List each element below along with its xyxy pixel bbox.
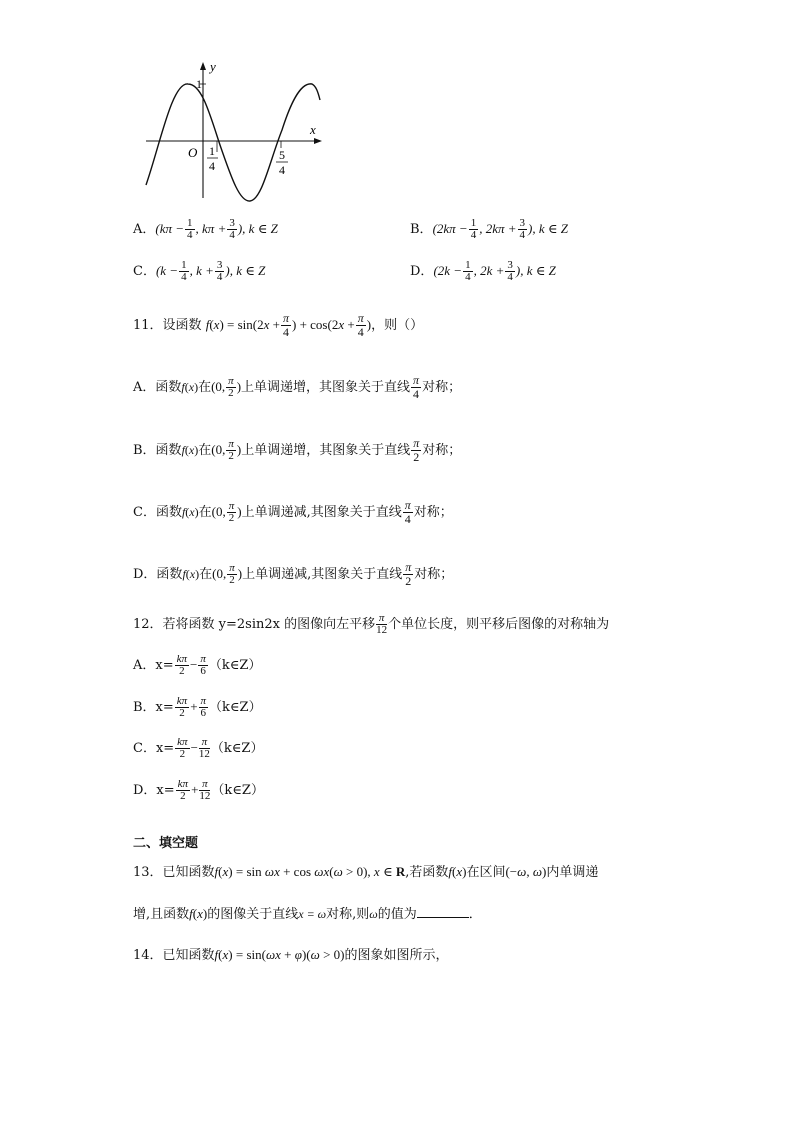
option-label: B． [410,222,433,237]
origin-label: O [188,145,198,160]
y-one-label: 1 [196,77,202,91]
tick-fivequarter-den: 4 [279,163,285,177]
sine-graph [140,60,330,205]
q10-option-c[interactable]: C．(k − $\frac{1}{4}$ , k + $\frac{3}{4}$ ), k ∈ Z [133,259,266,283]
q11-option-a[interactable]: A．函数f(x)在(0, $\frac{\pi}{2}$ )上单调递增，其图象关于直线 $\frac{\pi}{4}$ 对称； [133,373,462,401]
q12-stem: 12．若将函数 y=2sin2x 的图像向左平移 $\frac{\pi}{12}$ 个单位长度，则平移后图像的对称轴为 [133,612,610,636]
y-axis-arrow [200,62,206,70]
tick-quarter-den: 4 [209,159,215,173]
q10-option-a[interactable]: A．(kπ − $\frac{1}{4}$ , kπ + $\frac{3}{4}$ ), k ∈ Z [133,217,278,241]
q12-option-d[interactable]: D．x= $\frac{k\pi}{2}$ + $\frac{\pi}{12}$ （k∈Z） [133,778,264,802]
section-heading: 二、填空题 [133,836,199,851]
q10-option-d[interactable]: D．(2k − $\frac{1}{4}$ , 2k + $\frac{3}{4}$ ), k ∈ Z [410,259,556,283]
option-label: C． [133,264,156,279]
x-axis-arrow [314,138,322,144]
option-label: A． [133,222,156,237]
q11-option-c[interactable]: C．函数f(x)在(0, $\frac{\pi}{2}$ )上单调递减,其图象关于直线 $\frac{\pi}{4}$ 对称； [133,498,453,526]
q13-line2: 增,且函数f(x)的图像关于直线x = ω对称,则ω的值为 ． [133,906,482,922]
q11-option-d[interactable]: D．函数f(x)在(0, $\frac{\pi}{2}$ )上单调递减,其图象关于直线 $\frac{\pi}{2}$ 对称； [133,560,454,588]
q12-option-c[interactable]: C．x= $\frac{k\pi}{2}$ − $\frac{\pi}{12}$ （k∈Z） [133,736,264,760]
q11-option-b[interactable]: B．函数f(x)在(0, $\frac{\pi}{2}$ )上单调递增，其图象关于直线 $\frac{\pi}{2}$ 对称； [133,436,462,464]
q10-option-b[interactable]: B．(2kπ − $\frac{1}{4}$ , 2kπ + $\frac{3}{4}$ ), k ∈ Z [410,217,568,241]
q14-stem: 14．已知函数f(x) = sin(ωx + φ)(ω > 0)的图象如图所示， [133,947,449,963]
option-label: D． [410,264,434,279]
x-axis-label: x [310,122,316,137]
tick-quarter-num: 1 [209,144,215,158]
q11-stem: 11．设函数 f(x) = sin(2x + $\frac{\pi}{4}$ ) + cos(2x + $\frac{\pi}{4}$ )，则（） [133,311,424,339]
tick-fivequarter-num: 5 [279,148,285,162]
y-axis-label: y [210,60,216,74]
q12-option-b[interactable]: B．x= $\frac{k\pi}{2}$ + $\frac{\pi}{6}$ （k∈Z） [133,695,262,719]
answer-blank[interactable] [417,905,469,918]
q12-option-a[interactable]: A．x= $\frac{k\pi}{2}$ − $\frac{\pi}{6}$ （k∈Z） [133,653,262,677]
q13-line1: 13．已知函数f(x) = sin ωx + cos ωx(ω > 0), x ∈ R,若函数f(x)在区间(−ω, ω)内单调递 [133,864,599,880]
sine-curve [146,84,320,201]
